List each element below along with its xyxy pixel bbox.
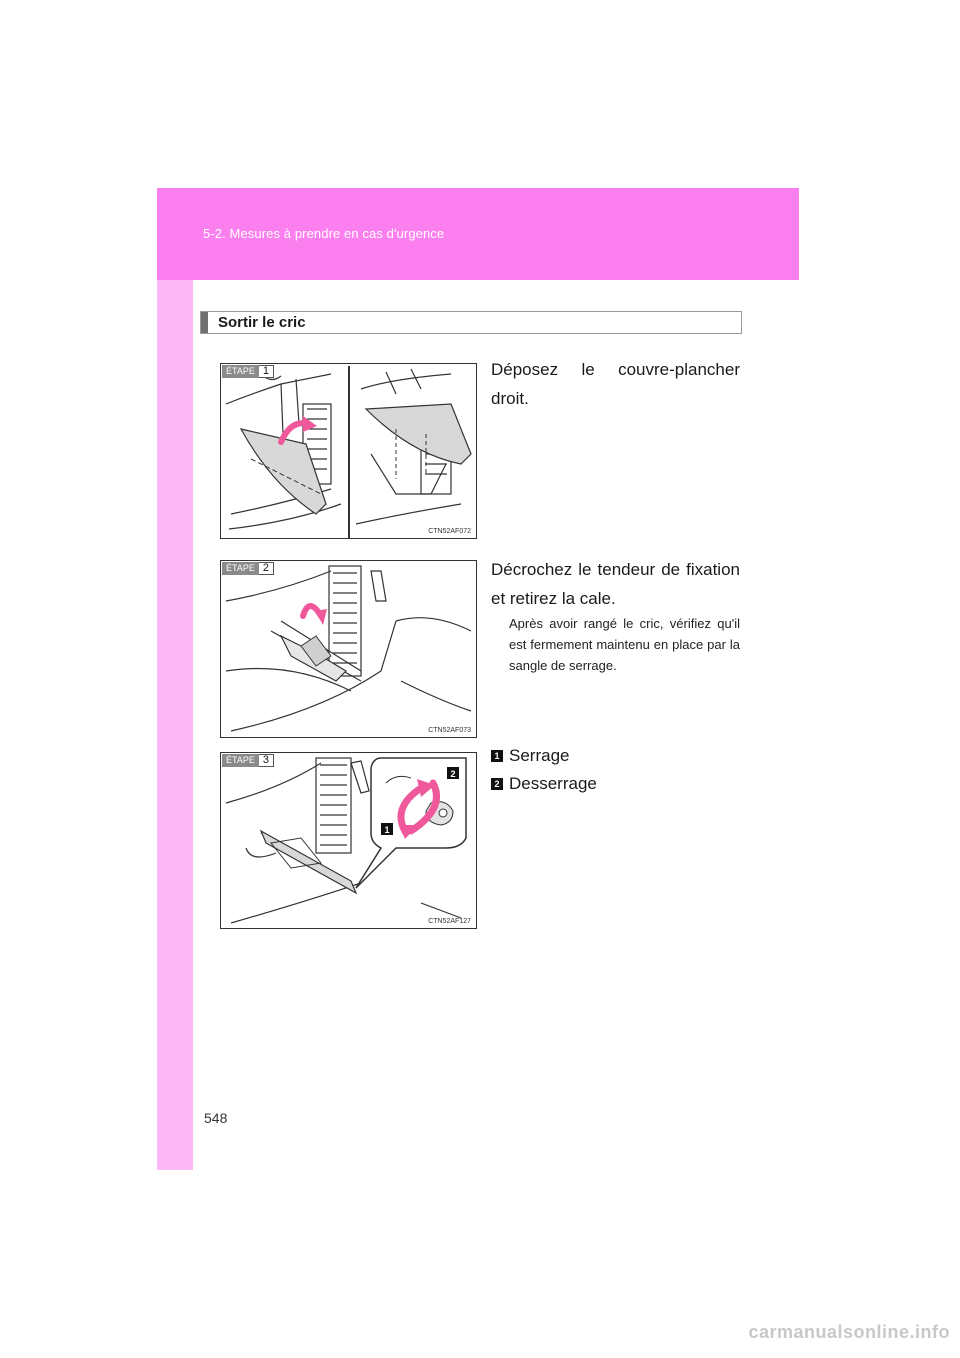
legend-item-tightening	[491, 746, 569, 766]
step-label: ÉTAPE	[222, 562, 259, 575]
watermark: carmanualsonline.info	[748, 1322, 950, 1342]
step-number: 2	[259, 562, 274, 575]
legend-text: Desserrage	[509, 774, 597, 793]
section-title: Sortir le cric	[218, 314, 306, 331]
step-tag	[222, 754, 274, 767]
illustration-jack-strap	[221, 753, 477, 929]
step-tag	[222, 365, 274, 378]
figure-step-1	[220, 363, 477, 539]
step-number: 1	[259, 365, 274, 378]
legend-number-badge: 1	[491, 750, 503, 762]
figure-code: CTN52AF127	[428, 918, 471, 925]
illustration-tensioner	[221, 561, 477, 738]
step-1-instruction: Déposez le couvre-plancher droit.	[491, 360, 740, 408]
side-strip	[157, 188, 193, 1170]
figure-step-2	[220, 560, 477, 738]
step-tag	[222, 562, 274, 575]
svg-text:2: 2	[450, 769, 456, 779]
legend-number-badge: 2	[491, 778, 503, 790]
step-number: 3	[259, 754, 274, 767]
legend-text: Serrage	[509, 746, 570, 765]
figure-code: CTN52AF072	[428, 528, 471, 535]
figure-step-3	[220, 752, 477, 929]
figure-code: CTN52AF073	[428, 727, 471, 734]
step-2-instruction: Décrochez le tendeur de fixation et retirez la cale.	[491, 560, 740, 608]
chapter-header: 5-2. Mesures à prendre en cas d'urgence	[203, 226, 445, 241]
section-heading	[200, 311, 742, 334]
page-number: 548	[204, 1110, 228, 1126]
step-2-note: Après avoir rangé le cric, vérifiez qu'il est fermement maintenu en place par la sangle de serrage.	[509, 616, 740, 673]
step-label: ÉTAPE	[222, 754, 259, 767]
illustration-floor-cover	[221, 364, 477, 539]
legend-item-loosening	[491, 774, 597, 794]
section-heading-bar	[201, 312, 208, 333]
step-label: ÉTAPE	[222, 365, 259, 378]
svg-text:1: 1	[384, 825, 390, 835]
